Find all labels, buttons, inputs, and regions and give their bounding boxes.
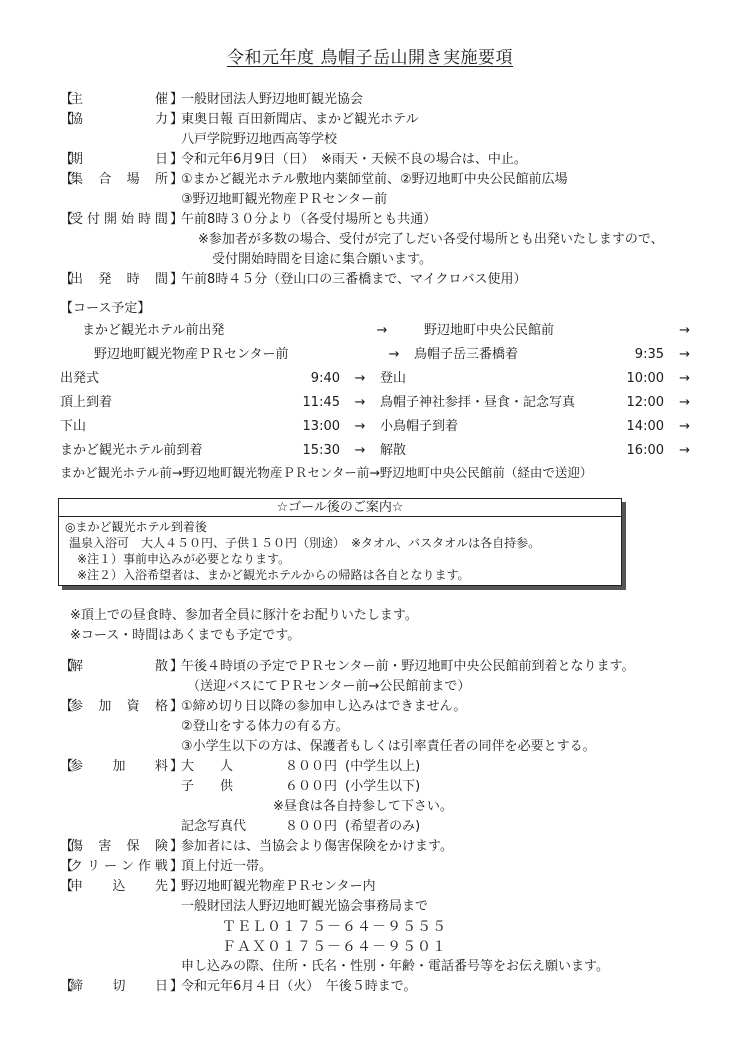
value-meet-2: ③野辺地町観光物産ＰＲセンター前 [181, 192, 388, 207]
reception-note-1: ※参加者が多数の場合、受付が完了しだい各受付場所とも出発いたしますので、 [198, 232, 664, 247]
apply-fax: ＦＡＸ０１７５－６４－９５０１ [222, 939, 447, 955]
label-insurance: 【 傷 害 保 険 】 [60, 839, 184, 854]
note-line: ※頂上での昼食時、参加者全員に豚汁をお配りいたします。 [70, 608, 418, 623]
goal-info-box [58, 498, 622, 586]
document-title: 令和元年度 鳥帽子岳山開き実施要項 [227, 48, 513, 68]
value-qualify-1: ①締め切り日以降の参加申し込みはできません。 [181, 699, 467, 714]
value-host: 一般財団法人野辺地町観光協会 [181, 92, 364, 107]
value-meet-1: ①まかど観光ホテル敷地内薬師堂前、②野辺地町中央公民館前広場 [181, 172, 568, 187]
fee-photo-price: ８００円 [285, 819, 338, 834]
value-apply-3: 申し込みの際、住所・氏名・性別・年齢・電話番号等をお伝え願います。 [181, 959, 609, 974]
label-deadline: 【 締 切 日 】 [60, 979, 184, 994]
course-return-route: まかど観光ホテル前→野辺地町観光物産ＰＲセンター前→野辺地町中央公民館前（経由で送迎） [60, 465, 593, 480]
goal-line-3: ※注１）事前申込みが必要となります。 [77, 552, 291, 566]
goal-line-1: ◎まかど観光ホテル到着後 [65, 520, 207, 534]
value-coop-1: 東奥日報 百田新聞店、まかど観光ホテル [181, 112, 419, 127]
label-host-text: 主 催 [70, 92, 168, 107]
value-qualify-3: ③小学生以下の方は、保護者もしくは引率責任者の同伴を必要とする。 [181, 739, 596, 754]
course-heading: 【コース予定】 [60, 301, 151, 316]
value-reception: 午前8時３０分より（各受付場所とも共通） [181, 212, 437, 227]
reception-note-2: 受付開始時間を目途に集合願います。 [212, 252, 432, 267]
value-coop-2: 八戸学院野辺地西高等学校 [181, 132, 338, 147]
label-reception: 【 受 付 開 始 時 間 】 [60, 212, 184, 227]
fee-adult-price: ８００円 [285, 759, 338, 774]
fee-child-note: (小学生以下) [345, 779, 421, 794]
value-apply-2: 一般財団法人野辺地町観光協会事務局まで [181, 899, 429, 914]
fee-child-label: 子 供 [181, 779, 234, 794]
goal-line-2: 温泉入浴可 大人４５０円、子供１５０円（別途） ※タオル、バスタオルは各自持参。 [69, 536, 541, 550]
value-date: 令和元年6月9日（日） ※雨天・天候不良の場合は、中止。 [181, 152, 527, 167]
course-row: まかど観光ホテル前出発 → 野辺地町中央公民館前 → [82, 323, 690, 338]
apply-tel: ＴＥＬ０１７５－６４－９５５５ [222, 919, 447, 935]
fee-photo-label: 記念写真代 [181, 819, 247, 834]
goal-box-heading: ☆ゴール後のご案内☆ [59, 499, 621, 517]
value-dissolve-2: （送迎バスにてＰＲセンター前→公民館前まで） [187, 679, 471, 694]
fee-child-price: ６００円 [285, 779, 338, 794]
label-fee: 【 参 加 料 】 [60, 759, 184, 774]
note-line: ※コース・時間はあくまでも予定です。 [70, 628, 301, 643]
label-apply: 【 申 込 先 】 [60, 879, 184, 894]
fee-lunch-note: ※昼食は各自持参して下さい。 [273, 799, 453, 814]
course-row: まかど観光ホテル前到着 15:30 → 解散 16:00 → [60, 443, 690, 458]
label-qualify: 【 参 加 資 格 】 [60, 699, 184, 714]
label-coop: 【 協 力 】 [60, 112, 184, 127]
fee-photo-note: (希望者のみ) [345, 819, 421, 834]
value-apply-1: 野辺地町観光物産ＰＲセンター内 [181, 879, 376, 894]
course-row: 野辺地町観光物産ＰＲセンター前 → 鳥帽子岳三番橋着 9:35 → [94, 347, 690, 362]
label-depart: 【 出 発 時 間 】 [60, 272, 184, 287]
label-date: 【 期 日 】 [60, 152, 184, 167]
value-clean: 頂上付近一帯。 [181, 859, 273, 874]
course-row: 下山 13:00 → 小鳥帽子到着 14:00 → [60, 419, 690, 434]
value-depart: 午前8時４５分（登山口の三番橋まで、マイクロバス使用） [181, 272, 527, 287]
value-dissolve-1: 午後４時頃の予定でＰＲセンター前・野辺地町中央公民館前到着となります。 [181, 659, 635, 674]
label-clean: 【 ク リ ー ン 作 戦 】 [60, 859, 184, 874]
value-insurance: 参加者には、当協会より傷害保険をかけます。 [181, 839, 453, 854]
value-qualify-2: ②登山をする体力の有る方。 [181, 719, 349, 734]
label-meet: 【 集 合 場 所 】 [60, 172, 184, 187]
course-row: 出発式 9:40 → 登山 10:00 → [60, 371, 690, 386]
value-deadline: 令和元年6月４日（火） 午後５時まで。 [181, 979, 417, 994]
course-row: 頂上到着 11:45 → 鳥帽子神社参拝・昼食・記念写真 12:00 → [60, 395, 690, 410]
goal-line-4: ※注２）入浴希望者は、まかど観光ホテルからの帰路は各自となります。 [77, 568, 470, 582]
label-host: 【 主 催 】 [60, 92, 184, 107]
fee-adult-label: 大 人 [181, 759, 234, 774]
fee-adult-note: (中学生以上) [345, 759, 421, 774]
label-dissolve: 【 解 散 】 [60, 659, 184, 674]
